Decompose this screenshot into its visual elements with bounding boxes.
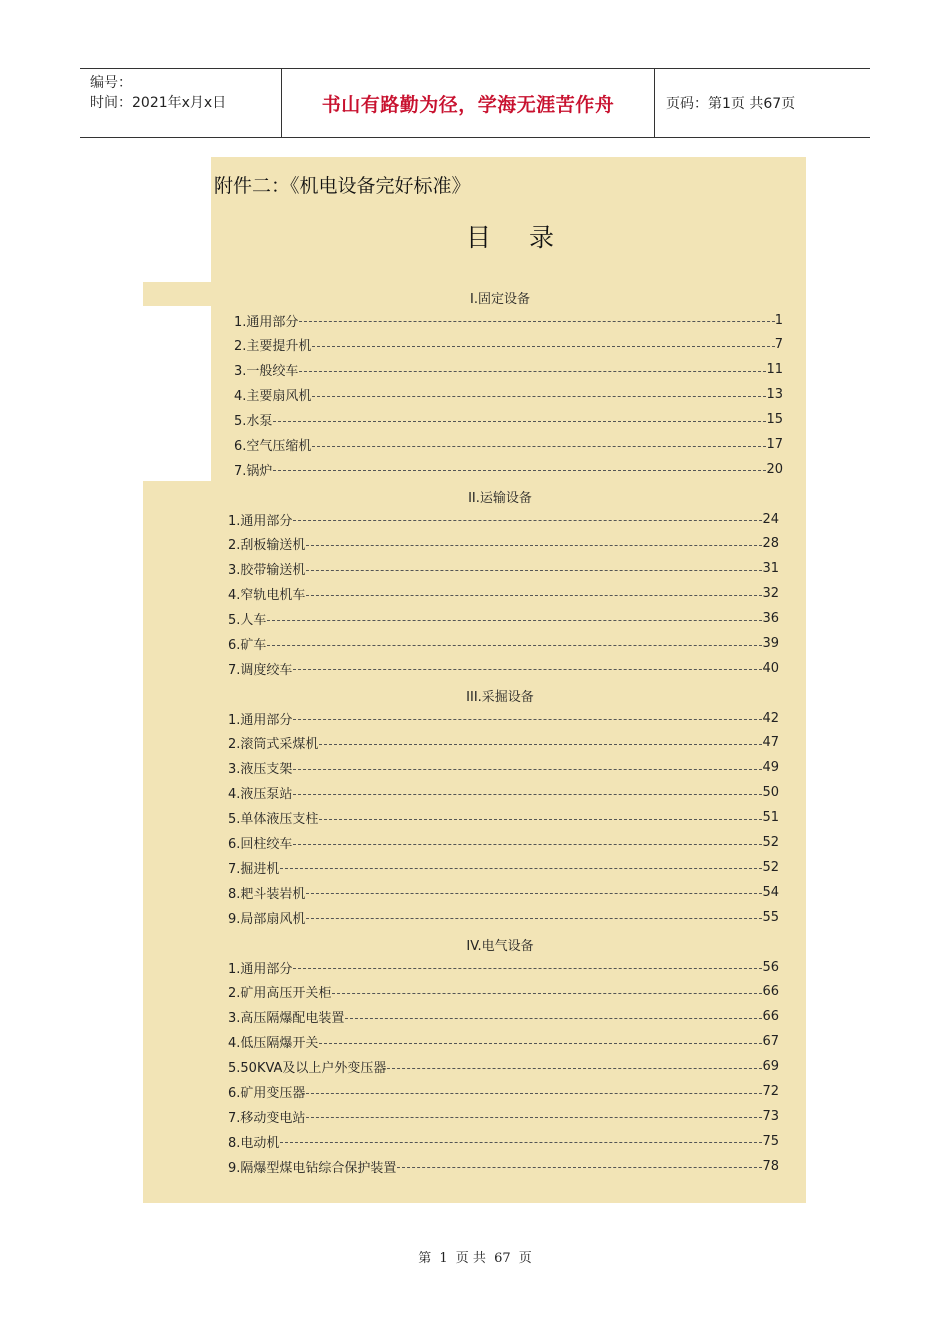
toc-entry-page: 49 [762, 760, 779, 776]
toc-leader-dashes [319, 734, 762, 752]
toc-leader-dashes [306, 1107, 762, 1125]
toc-entry[interactable] [228, 535, 779, 553]
toc-heading: 目录 [466, 223, 593, 252]
toc-entry-page: 52 [762, 835, 779, 850]
content-background-lower [143, 481, 211, 1203]
toc-leader-dashes [293, 510, 762, 528]
toc-entry-label: 6.空气压缩机 [234, 439, 312, 454]
toc-leader-dashes [397, 1157, 762, 1175]
toc-entry[interactable] [234, 411, 783, 429]
toc-entry[interactable] [228, 635, 779, 653]
toc-entry-label: 1.通用部分 [228, 712, 293, 728]
number-label: 编号： [90, 75, 132, 91]
toc-entry-label: 6.矿用变压器 [228, 1086, 306, 1101]
toc-entry[interactable] [234, 361, 783, 379]
toc-entry-label: 1.通用部分 [234, 314, 299, 330]
toc-entry-label: 9.隔爆型煤电钻综合保护装置 [228, 1160, 397, 1176]
toc-leader-dashes [299, 311, 774, 329]
toc-leader-dashes [306, 585, 762, 603]
toc-entry-label: 7.调度绞车 [228, 662, 293, 678]
header-page-info: 页码：第1页 共67页 [666, 96, 796, 112]
toc-entry[interactable] [228, 809, 779, 827]
toc-entry[interactable] [228, 908, 779, 926]
toc-entry[interactable] [228, 709, 779, 727]
toc-leader-dashes [345, 1008, 762, 1026]
toc-entry-label: 4.低压隔爆开关 [228, 1036, 319, 1052]
toc-entry-page: 47 [762, 735, 779, 751]
toc-leader-dashes [306, 535, 762, 553]
toc-entry-label: 1.通用部分 [228, 961, 293, 977]
section-heading: I.固定设备 [470, 292, 530, 307]
toc-entry[interactable] [228, 834, 779, 852]
toc-entry-page: 52 [762, 859, 779, 875]
toc-entry-label: 1.通用部分 [228, 513, 293, 529]
toc-entry-page: 67 [762, 1034, 779, 1050]
toc-entry[interactable] [228, 659, 779, 677]
toc-entry[interactable] [234, 460, 783, 478]
toc-entry-page: 17 [766, 437, 783, 452]
page-footer [0, 1247, 950, 1266]
toc-leader-dashes [267, 610, 762, 628]
section-heading: IV.电气设备 [466, 939, 534, 954]
toc-leader-dashes [273, 460, 766, 478]
header-divider [654, 69, 655, 137]
toc-entry[interactable] [228, 610, 779, 628]
toc-entry[interactable] [228, 983, 779, 1001]
toc-entry[interactable] [228, 883, 779, 901]
toc-entry[interactable] [228, 958, 779, 976]
toc-entry-page: 78 [762, 1158, 779, 1174]
toc-leader-dashes [293, 759, 762, 777]
toc-leader-dashes [306, 883, 762, 901]
toc-entry[interactable] [234, 311, 783, 329]
toc-entry-page: 73 [762, 1108, 779, 1124]
toc-entry-label: 5.水泵 [234, 414, 273, 430]
toc-entry-label: 9.局部扇风机 [228, 911, 306, 927]
toc-entry-page: 39 [762, 636, 779, 651]
content-background-tab [143, 282, 211, 306]
toc-entry-label: 3.一般绞车 [234, 364, 299, 380]
toc-leader-dashes [312, 336, 774, 354]
toc-entry-label: 7.掘进机 [228, 861, 280, 877]
toc-leader-dashes [387, 1058, 762, 1076]
toc-entry-page: 55 [762, 909, 779, 925]
toc-leader-dashes [293, 709, 762, 727]
toc-entry-page: 75 [762, 1133, 779, 1149]
toc-entry[interactable] [228, 1132, 779, 1150]
page-header [80, 68, 870, 138]
toc-entry-label: 5.人车 [228, 613, 267, 629]
toc-entry-page: 20 [766, 461, 783, 477]
toc-entry-page: 40 [762, 660, 779, 676]
toc-entry-page: 50 [762, 785, 779, 801]
footer-mid: 页 共 [455, 1251, 486, 1266]
toc-entry[interactable] [234, 386, 783, 404]
toc-entry[interactable] [228, 1083, 779, 1101]
toc-leader-dashes [299, 361, 766, 379]
toc-leader-dashes [293, 659, 762, 677]
footer-total-pages: 67 [494, 1251, 511, 1266]
toc-entry-page: 54 [762, 884, 779, 900]
toc-entry-page: 13 [766, 387, 783, 403]
toc-entry-page: 24 [762, 511, 779, 527]
toc-entry-label: 4.液压泵站 [228, 787, 293, 803]
toc-entry-page: 28 [762, 536, 779, 552]
section-heading: II.运输设备 [468, 491, 532, 506]
toc-entry[interactable] [228, 784, 779, 802]
section-heading: III.采掘设备 [466, 690, 534, 705]
time-label: 时间：2021年x月x日 [90, 95, 227, 111]
toc-entry-page: 15 [766, 412, 783, 428]
toc-entry-label: 7.锅炉 [234, 463, 273, 479]
toc-entry-page: 66 [762, 1009, 779, 1025]
toc-leader-dashes [319, 809, 762, 827]
toc-entry-label: 5.50KVA及以上户外变压器 [228, 1061, 387, 1077]
toc-entry-page: 1 [774, 312, 783, 328]
toc-leader-dashes [280, 858, 762, 876]
toc-entry-label: 5.单体液压支柱 [228, 812, 319, 828]
toc-entry[interactable] [228, 734, 779, 752]
toc-leader-dashes [293, 958, 762, 976]
toc-leader-dashes [312, 386, 766, 404]
toc-entry-page: 36 [762, 611, 779, 627]
toc-entry[interactable] [228, 1107, 779, 1125]
toc-entry-label: 3.胶带输送机 [228, 563, 306, 579]
toc-entry-label: 3.液压支架 [228, 762, 293, 778]
toc-entry[interactable] [234, 436, 783, 454]
toc-entry[interactable] [228, 560, 779, 578]
document-title: 附件二：《机电设备完好标准》 [214, 175, 471, 197]
toc-entry[interactable] [228, 1033, 779, 1051]
toc-entry[interactable] [234, 336, 783, 354]
toc-entry[interactable] [228, 1157, 779, 1175]
toc-leader-dashes [306, 560, 762, 578]
toc-leader-dashes [332, 983, 762, 1001]
toc-entry-page: 56 [762, 959, 779, 975]
header-motto: 书山有路勤为径，学海无涯苦作舟 [321, 93, 615, 116]
toc-entry-label: 8.电动机 [228, 1135, 280, 1151]
toc-entry-label: 6.回柱绞车 [228, 837, 293, 852]
toc-entry-page: 42 [762, 710, 779, 726]
toc-entry[interactable] [228, 585, 779, 603]
toc-entry-label: 2.刮板输送机 [228, 538, 306, 554]
header-meta [90, 73, 226, 113]
toc-leader-dashes [293, 834, 762, 852]
toc-entry-label: 4.主要扇风机 [234, 389, 312, 405]
footer-prefix: 第 [418, 1251, 432, 1266]
footer-current-page: 1 [439, 1251, 448, 1266]
toc-entry-label: 2.矿用高压开关柜 [228, 986, 332, 1002]
toc-leader-dashes [306, 908, 762, 926]
toc-leader-dashes [280, 1132, 762, 1150]
toc-entry-label: 2.主要提升机 [234, 339, 312, 355]
toc-entry-page: 11 [766, 362, 783, 378]
toc-entry-page: 32 [762, 586, 779, 602]
toc-entry-page: 69 [762, 1059, 779, 1075]
toc-entry[interactable] [228, 1058, 779, 1076]
toc-leader-dashes [312, 436, 766, 454]
toc-leader-dashes [267, 635, 762, 653]
toc-entry-label: 2.滚筒式采煤机 [228, 737, 319, 753]
toc-entry-page: 31 [762, 561, 779, 577]
toc-entry[interactable] [228, 759, 779, 777]
toc-entry-label: 3.高压隔爆配电装置 [228, 1011, 345, 1027]
toc-entry-label: 4.窄轨电机车 [228, 588, 306, 604]
toc-leader-dashes [306, 1083, 762, 1101]
toc-leader-dashes [273, 411, 766, 429]
toc-entry[interactable] [228, 510, 779, 528]
toc-entry-page: 66 [762, 984, 779, 1000]
footer-suffix: 页 [518, 1251, 532, 1266]
toc-entry-page: 51 [762, 810, 779, 826]
toc-entry-label: 7.移动变电站 [228, 1110, 306, 1126]
toc-entry-page: 7 [774, 337, 783, 353]
toc-leader-dashes [319, 1033, 762, 1051]
toc-leader-dashes [293, 784, 762, 802]
toc-entry[interactable] [228, 1008, 779, 1026]
toc-entry-page: 72 [762, 1084, 779, 1099]
toc-entry-label: 8.耙斗装岩机 [228, 886, 306, 902]
toc-entry[interactable] [228, 858, 779, 876]
toc-entry-label: 6.矿车 [228, 638, 267, 653]
